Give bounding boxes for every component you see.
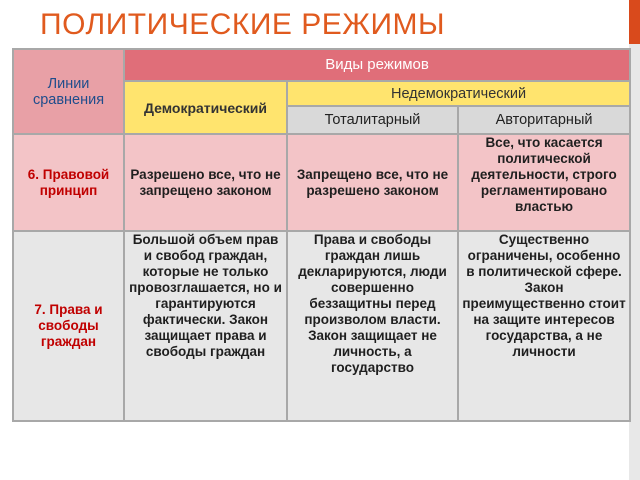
row-label-rights-and-freedoms: 7. Права и свободы граждан (13, 231, 124, 421)
header-democratic: Демократический (124, 81, 287, 134)
slide-side-accent (629, 0, 640, 44)
cell-democratic-legal-principle: Разрешено все, что не запрещено законом (124, 134, 287, 231)
comparison-table (12, 48, 631, 422)
header-kinds-of-regimes: Виды режимов (124, 49, 630, 81)
table-row (13, 231, 630, 421)
slide-title: ПОЛИТИЧЕСКИЕ РЕЖИМЫ (40, 8, 446, 41)
cell-authoritarian-rights: Существенно ограничены, особенно в политической сфере. Закон преимущественно стоит на защите интересов государства, а не личности (458, 231, 630, 421)
cell-totalitarian-rights: Права и свободы граждан лишь декларируются, люди совершенно беззащитны перед произволом власти. Закон защищает не личность, а государство (287, 231, 458, 421)
row-label-legal-principle: 6. Правовой принцип (13, 134, 124, 231)
cell-authoritarian-legal-principle: Все, что касается политической деятельности, строго регламентировано властью (458, 134, 630, 231)
header-non-democratic: Недемократический (287, 81, 630, 106)
cell-totalitarian-legal-principle: Запрещено все, что не разрешено законом (287, 134, 458, 231)
table-row (13, 134, 630, 231)
header-authoritarian: Авторитарный (458, 106, 630, 134)
header-totalitarian: Тоталитарный (287, 106, 458, 134)
header-lines-of-comparison: Линии сравнения (13, 49, 124, 134)
cell-democratic-rights: Большой объем прав и свобод граждан, которые не только провозглашается, но и гарантируются фактически. Закон защищает права и свободы граждан (124, 231, 287, 421)
